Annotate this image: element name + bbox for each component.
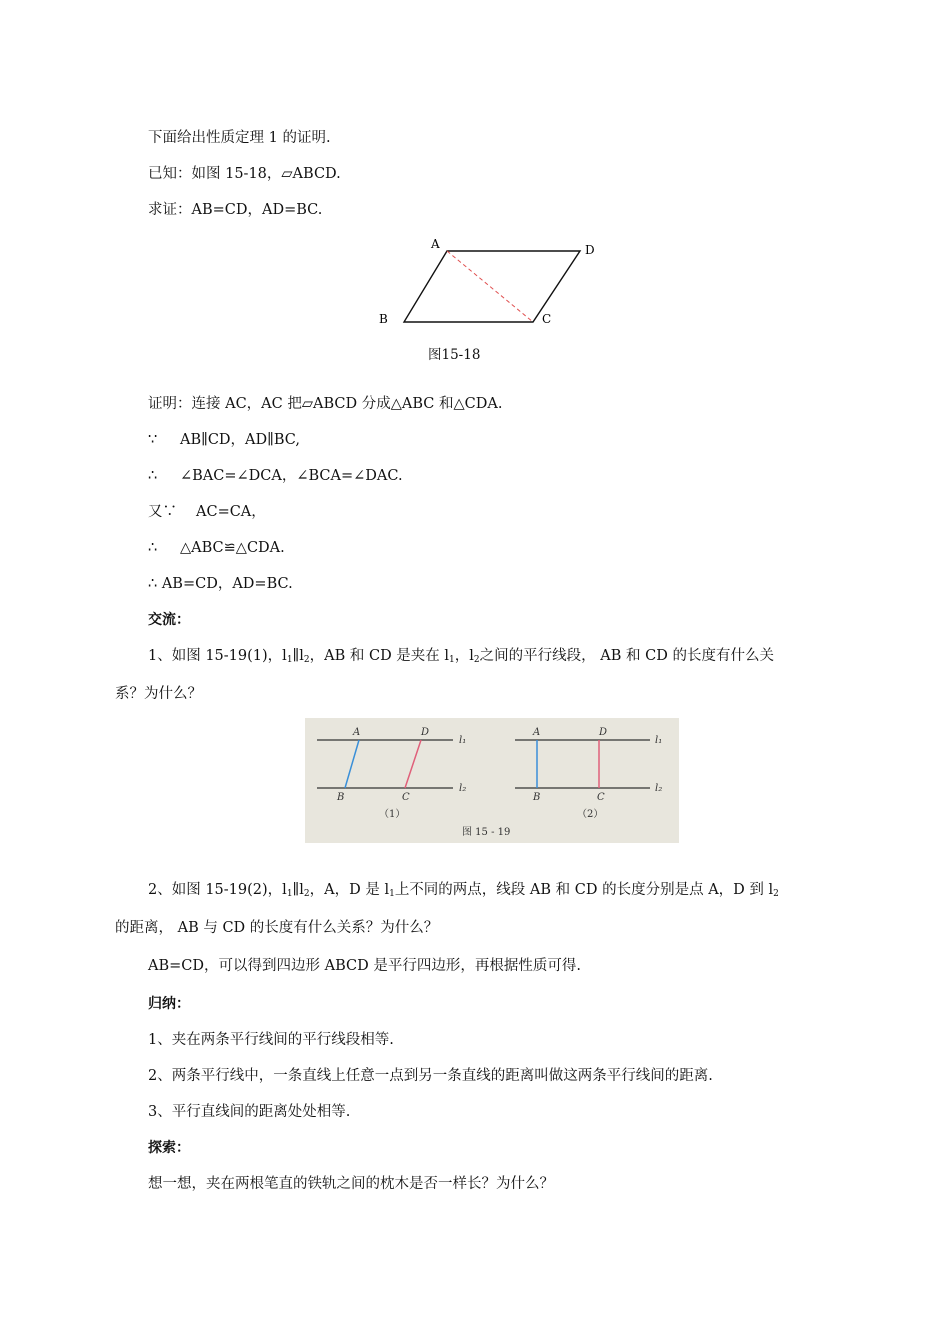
vertex-label-d: D xyxy=(585,243,595,257)
vertex-label-c: C xyxy=(542,312,552,326)
therefore-symbol: ∴ xyxy=(148,540,158,556)
vertex-label-a: A xyxy=(431,237,440,251)
label-d-panel2: D xyxy=(599,727,608,738)
vertex-label-b: B xyxy=(379,312,388,326)
proof-line-3 xyxy=(148,466,403,486)
question-1-continued: 系？为什么？ xyxy=(115,686,202,702)
prove-text: 求证：AB=CD，AD=BC. xyxy=(148,202,323,218)
question-2: 2、如图 15-19(2)，$l_1\parallel l_2$，A，D 是 $l_1$上不同的两点，线段 AB 和 CD 的长度分别是点 A，D 到 $l_2$ xyxy=(148,882,779,899)
label-c-panel2: C xyxy=(597,792,605,803)
summary-item-1: 1、夹在两条平行线间的平行线段相等. xyxy=(148,1032,394,1048)
subcaption-1: （1） xyxy=(379,809,406,820)
also-because-symbol: 又∵ xyxy=(148,504,177,520)
proof-line-5-text: △ABC≌△CDA. xyxy=(180,540,285,556)
summary-heading: 归纳： xyxy=(148,996,190,1012)
proof-line-2 xyxy=(148,430,300,450)
summary-item-2: 2、两条平行线中，一条直线上任意一点到另一条直线的距离叫做这两条平行线间的距离. xyxy=(148,1068,713,1084)
given-text: 已知：如图 15-18，▱ABCD. xyxy=(148,166,341,182)
parallelogram-abcd xyxy=(404,251,580,322)
label-d-panel1: D xyxy=(421,727,430,738)
figure-caption-15-18: 图15-18 xyxy=(428,347,481,363)
label-a-panel2: A xyxy=(533,727,541,738)
diagonal-ac xyxy=(447,251,533,322)
proof-line-4-text: AC=CA， xyxy=(196,504,266,520)
label-l2-panel2: l₂ xyxy=(655,783,663,794)
question-1: 1、如图 15-19(1)，$l_1\parallel l_2$，AB 和 CD 是夹在 $l_1$，$l_2$之间的平行线段， AB 和 CD 的长度有什么关 xyxy=(148,648,774,665)
because-symbol: ∵ xyxy=(148,432,158,448)
exchange-heading: 交流： xyxy=(148,612,190,628)
label-l1-panel2: l₁ xyxy=(655,735,663,746)
proof-line-6: ∴ AB=CD，AD=BC. xyxy=(148,576,293,592)
summary-item-3: 3、平行直线间的距离处处相等. xyxy=(148,1104,351,1120)
subcaption-2: （2） xyxy=(577,809,604,820)
proof-line-5 xyxy=(148,538,285,558)
segment-ab-panel1 xyxy=(345,740,359,788)
therefore-symbol: ∴ xyxy=(148,468,158,484)
label-b-panel2: B xyxy=(533,792,541,803)
label-l2-panel1: l₂ xyxy=(459,783,467,794)
figure-caption-15-19: 图 15 - 19 xyxy=(462,827,511,838)
parallel-lines-figure xyxy=(305,718,679,843)
explore-heading: 探索： xyxy=(148,1140,190,1156)
label-c-panel1: C xyxy=(402,792,410,803)
parallelogram-figure xyxy=(370,232,600,362)
intro-text: 下面给出性质定理 1 的证明. xyxy=(148,130,331,146)
explore-text: 想一想，夹在两根笔直的铁轨之间的枕木是否一样长？为什么？ xyxy=(148,1176,554,1192)
label-b-panel1: B xyxy=(337,792,345,803)
segment-cd-panel1 xyxy=(405,740,421,788)
question-2-continued: 的距离， AB 与 CD 的长度有什么关系？为什么？ xyxy=(115,920,439,936)
proof-line-2-text: AB∥CD，AD∥BC, xyxy=(180,432,300,448)
label-l1-panel1: l₁ xyxy=(459,735,467,746)
proof-line-4 xyxy=(148,502,266,522)
figure-15-19-photo xyxy=(305,718,679,843)
question-2-answer: AB=CD，可以得到四边形 ABCD 是平行四边形，再根据性质可得. xyxy=(148,958,581,974)
proof-line-3-text: ∠BAC=∠DCA，∠BCA=∠DAC. xyxy=(180,468,403,484)
label-a-panel1: A xyxy=(353,727,361,738)
proof-line-1: 证明：连接 AC，AC 把▱ABCD 分成△ABC 和△CDA. xyxy=(148,396,503,412)
